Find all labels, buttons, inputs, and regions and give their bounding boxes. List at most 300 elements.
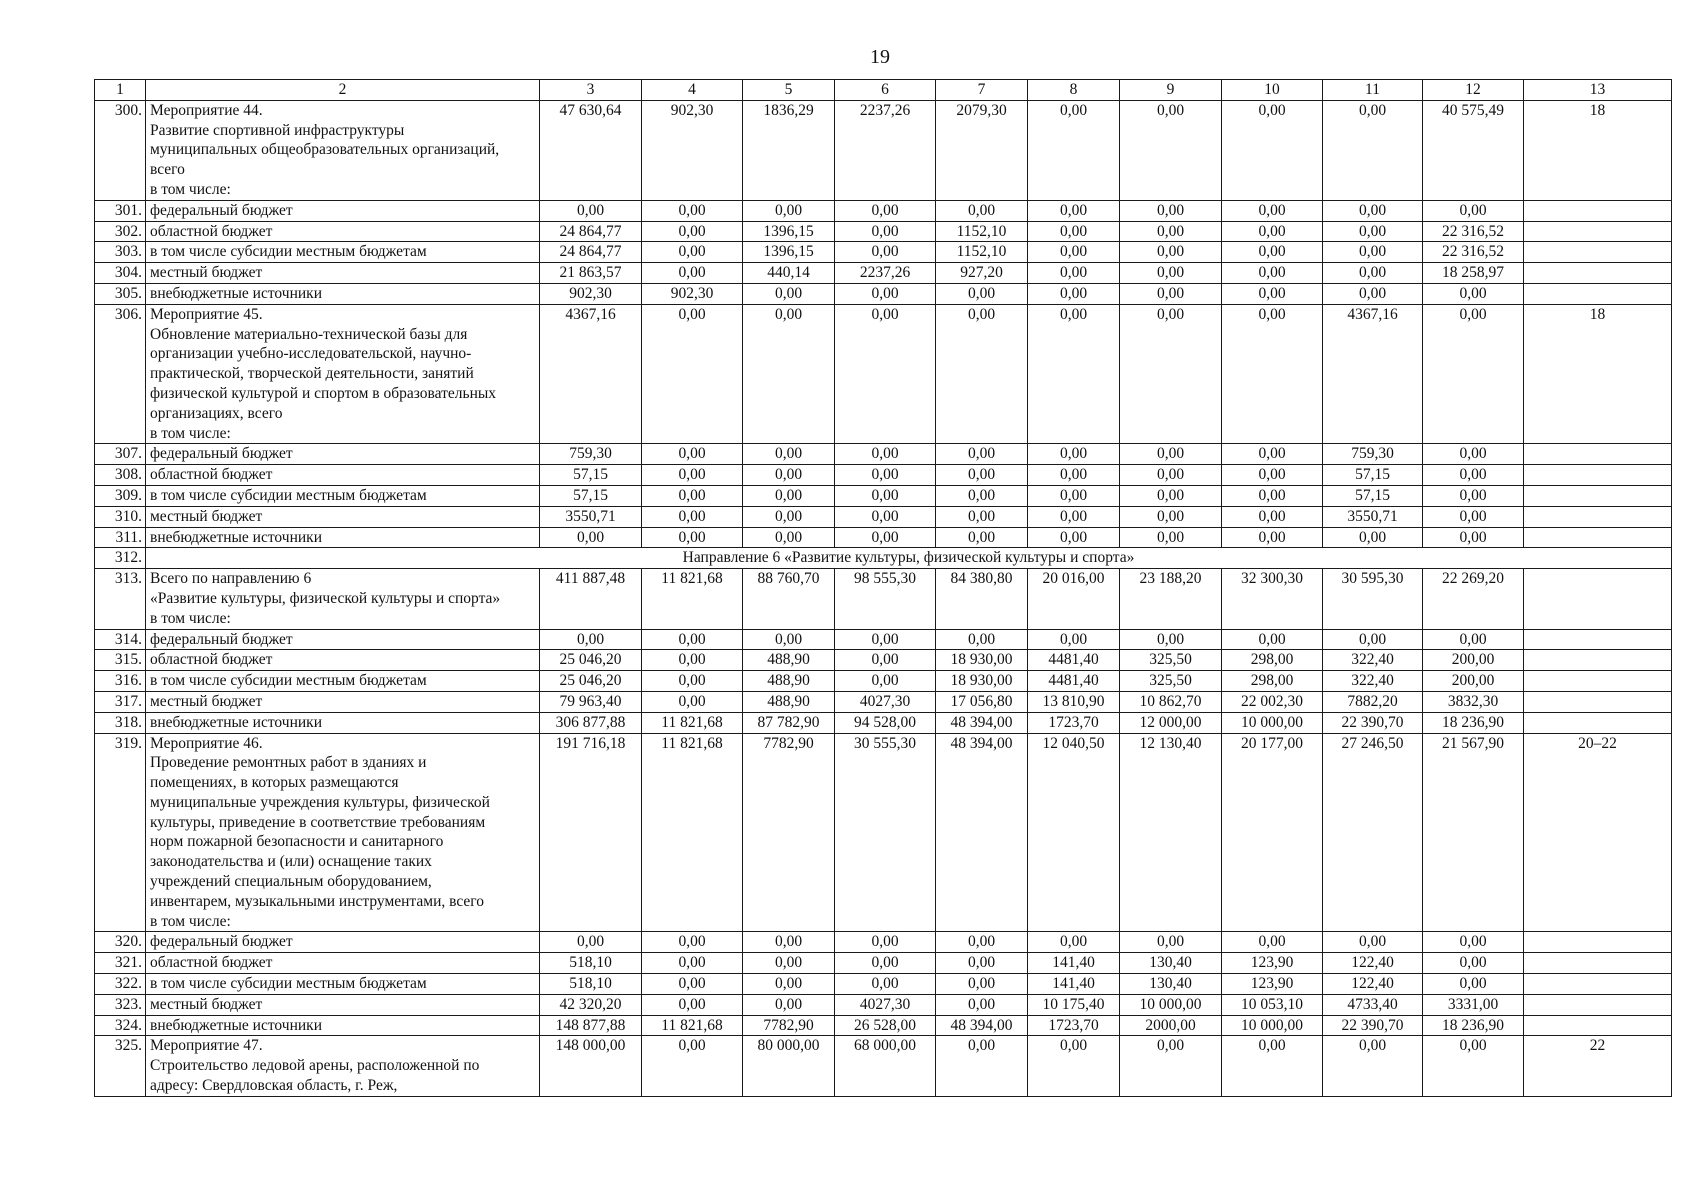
column-header: 6: [835, 80, 936, 101]
value-cell: 0,00: [1028, 932, 1120, 953]
value-cell: 0,00: [835, 650, 936, 671]
value-cell: 759,30: [540, 444, 642, 465]
row-name: областной бюджет: [146, 953, 540, 974]
value-cell: 22 316,52: [1423, 221, 1524, 242]
value-cell: 48 394,00: [936, 1015, 1028, 1036]
value-cell: 0,00: [835, 242, 936, 263]
table-row: [95, 569, 1672, 629]
row-name: в том числе субсидии местным бюджетам: [146, 485, 540, 506]
value-cell: 0,00: [642, 650, 743, 671]
value-cell: 325,50: [1120, 671, 1222, 692]
value-cell: 488,90: [743, 650, 835, 671]
value-cell: 12 000,00: [1120, 712, 1222, 733]
row-number: 312.: [95, 548, 146, 569]
value-cell: 12 040,50: [1028, 733, 1120, 932]
target-indicator-cell: [1524, 994, 1672, 1015]
value-cell: 0,00: [743, 932, 835, 953]
value-cell: 42 320,20: [540, 994, 642, 1015]
value-cell: 13 810,90: [1028, 691, 1120, 712]
value-cell: 123,90: [1222, 974, 1323, 995]
value-cell: 0,00: [1222, 263, 1323, 284]
value-cell: 3331,00: [1423, 994, 1524, 1015]
row-number: 311.: [95, 527, 146, 548]
row-number: 313.: [95, 569, 146, 629]
target-indicator-cell: 22: [1524, 1036, 1672, 1096]
value-cell: 40 575,49: [1423, 100, 1524, 200]
row-number: 300.: [95, 100, 146, 200]
value-cell: 0,00: [1028, 1036, 1120, 1096]
value-cell: 0,00: [936, 444, 1028, 465]
value-cell: 22 002,30: [1222, 691, 1323, 712]
value-cell: 18 236,90: [1423, 1015, 1524, 1036]
value-cell: 0,00: [642, 527, 743, 548]
row-name: федеральный бюджет: [146, 200, 540, 221]
table-row: [95, 283, 1672, 304]
value-cell: 4367,16: [1323, 304, 1423, 444]
value-cell: 7882,20: [1323, 691, 1423, 712]
value-cell: 22 269,20: [1423, 569, 1524, 629]
value-cell: 1152,10: [936, 221, 1028, 242]
row-name: в том числе субсидии местным бюджетам: [146, 974, 540, 995]
row-number: 302.: [95, 221, 146, 242]
row-number: 324.: [95, 1015, 146, 1036]
value-cell: 79 963,40: [540, 691, 642, 712]
row-number: 319.: [95, 733, 146, 932]
value-cell: 0,00: [1423, 283, 1524, 304]
value-cell: 0,00: [743, 953, 835, 974]
target-indicator-cell: [1524, 527, 1672, 548]
value-cell: 0,00: [835, 221, 936, 242]
value-cell: 0,00: [642, 242, 743, 263]
table-row: [95, 527, 1672, 548]
target-indicator-cell: [1524, 444, 1672, 465]
value-cell: 80 000,00: [743, 1036, 835, 1096]
value-cell: 0,00: [936, 974, 1028, 995]
value-cell: 0,00: [1323, 932, 1423, 953]
value-cell: 11 821,68: [642, 733, 743, 932]
value-cell: 0,00: [1222, 100, 1323, 200]
value-cell: 0,00: [1120, 465, 1222, 486]
value-cell: 0,00: [1028, 242, 1120, 263]
value-cell: 88 760,70: [743, 569, 835, 629]
value-cell: 0,00: [743, 283, 835, 304]
value-cell: 0,00: [835, 304, 936, 444]
row-number: 322.: [95, 974, 146, 995]
row-name: Мероприятие 44. Развитие спортивной инфраструктуры муниципальных общеобразовательных организаций, всего в том числе:: [146, 100, 540, 200]
value-cell: 10 000,00: [1222, 712, 1323, 733]
value-cell: 2000,00: [1120, 1015, 1222, 1036]
value-cell: 148 877,88: [540, 1015, 642, 1036]
value-cell: 0,00: [642, 506, 743, 527]
value-cell: 322,40: [1323, 650, 1423, 671]
row-name: федеральный бюджет: [146, 629, 540, 650]
target-indicator-cell: [1524, 712, 1672, 733]
row-name: местный бюджет: [146, 994, 540, 1015]
value-cell: 0,00: [835, 953, 936, 974]
value-cell: 0,00: [1120, 527, 1222, 548]
value-cell: 0,00: [642, 485, 743, 506]
target-indicator-cell: [1524, 671, 1672, 692]
value-cell: 0,00: [1120, 304, 1222, 444]
value-cell: 30 555,30: [835, 733, 936, 932]
table-row: [95, 242, 1672, 263]
value-cell: 1396,15: [743, 242, 835, 263]
column-header: 12: [1423, 80, 1524, 101]
value-cell: 927,20: [936, 263, 1028, 284]
value-cell: 0,00: [936, 1036, 1028, 1096]
table-row: [95, 650, 1672, 671]
value-cell: 0,00: [936, 283, 1028, 304]
value-cell: 0,00: [1222, 527, 1323, 548]
target-indicator-cell: 18: [1524, 100, 1672, 200]
value-cell: 22 390,70: [1323, 1015, 1423, 1036]
value-cell: 0,00: [1120, 444, 1222, 465]
value-cell: 17 056,80: [936, 691, 1028, 712]
value-cell: 122,40: [1323, 974, 1423, 995]
column-header: 8: [1028, 80, 1120, 101]
value-cell: 0,00: [1222, 283, 1323, 304]
value-cell: 0,00: [1423, 200, 1524, 221]
value-cell: 4027,30: [835, 691, 936, 712]
value-cell: 0,00: [1222, 221, 1323, 242]
value-cell: 0,00: [1423, 506, 1524, 527]
value-cell: 0,00: [835, 200, 936, 221]
value-cell: 7782,90: [743, 733, 835, 932]
value-cell: 32 300,30: [1222, 569, 1323, 629]
value-cell: 18 258,97: [1423, 263, 1524, 284]
table-row: [95, 671, 1672, 692]
value-cell: 27 246,50: [1323, 733, 1423, 932]
value-cell: 0,00: [835, 527, 936, 548]
value-cell: 22 316,52: [1423, 242, 1524, 263]
row-number: 323.: [95, 994, 146, 1015]
row-number: 304.: [95, 263, 146, 284]
value-cell: 0,00: [1323, 221, 1423, 242]
value-cell: 0,00: [642, 691, 743, 712]
column-header: 13: [1524, 80, 1672, 101]
value-cell: 0,00: [743, 974, 835, 995]
value-cell: 3550,71: [1323, 506, 1423, 527]
value-cell: 0,00: [1028, 200, 1120, 221]
table-row: [95, 548, 1672, 569]
value-cell: 30 595,30: [1323, 569, 1423, 629]
value-cell: 0,00: [1028, 444, 1120, 465]
row-name: областной бюджет: [146, 465, 540, 486]
row-number: 303.: [95, 242, 146, 263]
value-cell: 0,00: [1120, 100, 1222, 200]
row-name: местный бюджет: [146, 691, 540, 712]
row-number: 325.: [95, 1036, 146, 1096]
value-cell: 3550,71: [540, 506, 642, 527]
value-cell: 23 188,20: [1120, 569, 1222, 629]
value-cell: 306 877,88: [540, 712, 642, 733]
value-cell: 0,00: [1423, 304, 1524, 444]
table-row: [95, 629, 1672, 650]
row-name: Мероприятие 47. Строительство ледовой арены, расположенной по адресу: Свердловская область, г. Реж,: [146, 1036, 540, 1096]
value-cell: 0,00: [540, 932, 642, 953]
value-cell: 0,00: [642, 932, 743, 953]
value-cell: 4733,40: [1323, 994, 1423, 1015]
value-cell: 48 394,00: [936, 733, 1028, 932]
value-cell: 1152,10: [936, 242, 1028, 263]
value-cell: 0,00: [1323, 263, 1423, 284]
value-cell: 0,00: [1028, 100, 1120, 200]
value-cell: 10 053,10: [1222, 994, 1323, 1015]
value-cell: 0,00: [540, 527, 642, 548]
value-cell: 488,90: [743, 671, 835, 692]
value-cell: 0,00: [1028, 283, 1120, 304]
value-cell: 24 864,77: [540, 221, 642, 242]
value-cell: 0,00: [835, 671, 936, 692]
value-cell: 0,00: [1222, 485, 1323, 506]
value-cell: 0,00: [743, 485, 835, 506]
target-indicator-cell: [1524, 691, 1672, 712]
value-cell: 130,40: [1120, 974, 1222, 995]
value-cell: 200,00: [1423, 650, 1524, 671]
value-cell: 191 716,18: [540, 733, 642, 932]
value-cell: 68 000,00: [835, 1036, 936, 1096]
table-row: [95, 465, 1672, 486]
value-cell: 18 930,00: [936, 671, 1028, 692]
value-cell: 322,40: [1323, 671, 1423, 692]
column-header: 4: [642, 80, 743, 101]
value-cell: 10 000,00: [1120, 994, 1222, 1015]
target-indicator-cell: [1524, 974, 1672, 995]
value-cell: 0,00: [835, 485, 936, 506]
value-cell: 130,40: [1120, 953, 1222, 974]
value-cell: 0,00: [1222, 304, 1323, 444]
table-row: [95, 304, 1672, 444]
value-cell: 20 177,00: [1222, 733, 1323, 932]
value-cell: 440,14: [743, 263, 835, 284]
value-cell: 0,00: [540, 200, 642, 221]
value-cell: 0,00: [1028, 304, 1120, 444]
value-cell: 98 555,30: [835, 569, 936, 629]
value-cell: 0,00: [1423, 932, 1524, 953]
value-cell: 0,00: [743, 527, 835, 548]
row-number: 315.: [95, 650, 146, 671]
value-cell: 7782,90: [743, 1015, 835, 1036]
value-cell: 0,00: [642, 994, 743, 1015]
value-cell: 11 821,68: [642, 569, 743, 629]
value-cell: 3832,30: [1423, 691, 1524, 712]
value-cell: 57,15: [1323, 485, 1423, 506]
page-number: 19: [870, 46, 890, 68]
value-cell: 0,00: [1120, 221, 1222, 242]
value-cell: 0,00: [835, 465, 936, 486]
value-cell: 0,00: [1120, 932, 1222, 953]
value-cell: 0,00: [936, 304, 1028, 444]
column-header: 11: [1323, 80, 1423, 101]
target-indicator-cell: [1524, 283, 1672, 304]
row-name: Всего по направлению 6 «Развитие культуры, физической культуры и спорта» в том числе:: [146, 569, 540, 629]
value-cell: 0,00: [1120, 506, 1222, 527]
value-cell: 0,00: [1028, 527, 1120, 548]
value-cell: 0,00: [1120, 485, 1222, 506]
value-cell: 0,00: [1222, 506, 1323, 527]
value-cell: 0,00: [1028, 485, 1120, 506]
section-heading: Направление 6 «Развитие культуры, физической культуры и спорта»: [146, 548, 1672, 569]
column-header: 2: [146, 80, 540, 101]
row-name: Мероприятие 45. Обновление материально-технической базы для организации учебно-исследовательской, научно- практической, творческой деятельности, занятий физической культурой и спортом в образовательных организациях, всего в том числе:: [146, 304, 540, 444]
value-cell: 0,00: [936, 465, 1028, 486]
value-cell: 0,00: [1423, 974, 1524, 995]
value-cell: 0,00: [1323, 1036, 1423, 1096]
value-cell: 0,00: [936, 629, 1028, 650]
row-number: 308.: [95, 465, 146, 486]
table-row: [95, 506, 1672, 527]
row-name: областной бюджет: [146, 650, 540, 671]
value-cell: 26 528,00: [835, 1015, 936, 1036]
value-cell: 0,00: [642, 1036, 743, 1096]
value-cell: 0,00: [1028, 465, 1120, 486]
value-cell: 325,50: [1120, 650, 1222, 671]
value-cell: 10 000,00: [1222, 1015, 1323, 1036]
value-cell: 4027,30: [835, 994, 936, 1015]
value-cell: 1836,29: [743, 100, 835, 200]
value-cell: 0,00: [1222, 629, 1323, 650]
value-cell: 0,00: [743, 506, 835, 527]
value-cell: 0,00: [743, 304, 835, 444]
table-row: [95, 444, 1672, 465]
value-cell: 10 862,70: [1120, 691, 1222, 712]
value-cell: 0,00: [1028, 506, 1120, 527]
value-cell: 0,00: [1120, 200, 1222, 221]
value-cell: 0,00: [642, 221, 743, 242]
value-cell: 0,00: [1423, 485, 1524, 506]
value-cell: 21 567,90: [1423, 733, 1524, 932]
value-cell: 0,00: [642, 444, 743, 465]
value-cell: 84 380,80: [936, 569, 1028, 629]
value-cell: 902,30: [642, 283, 743, 304]
value-cell: 0,00: [1323, 100, 1423, 200]
value-cell: 0,00: [540, 629, 642, 650]
value-cell: 902,30: [540, 283, 642, 304]
value-cell: 0,00: [1222, 1036, 1323, 1096]
value-cell: 123,90: [1222, 953, 1323, 974]
value-cell: 0,00: [1028, 263, 1120, 284]
column-header: 5: [743, 80, 835, 101]
row-number: 314.: [95, 629, 146, 650]
value-cell: 0,00: [1323, 527, 1423, 548]
value-cell: 0,00: [1323, 283, 1423, 304]
target-indicator-cell: [1524, 953, 1672, 974]
value-cell: 0,00: [1120, 1036, 1222, 1096]
table-row: [95, 100, 1672, 200]
value-cell: 0,00: [1120, 629, 1222, 650]
row-number: 305.: [95, 283, 146, 304]
value-cell: 25 046,20: [540, 671, 642, 692]
value-cell: 141,40: [1028, 974, 1120, 995]
value-cell: 2237,26: [835, 100, 936, 200]
row-name: в том числе субсидии местным бюджетам: [146, 671, 540, 692]
value-cell: 122,40: [1323, 953, 1423, 974]
value-cell: 0,00: [1323, 242, 1423, 263]
value-cell: 0,00: [743, 629, 835, 650]
row-number: 317.: [95, 691, 146, 712]
value-cell: 518,10: [540, 953, 642, 974]
value-cell: 18 236,90: [1423, 712, 1524, 733]
value-cell: 0,00: [835, 932, 936, 953]
target-indicator-cell: [1524, 650, 1672, 671]
target-indicator-cell: [1524, 221, 1672, 242]
value-cell: 12 130,40: [1120, 733, 1222, 932]
value-cell: 141,40: [1028, 953, 1120, 974]
value-cell: 0,00: [1222, 444, 1323, 465]
target-indicator-cell: [1524, 629, 1672, 650]
table-body: [95, 100, 1672, 1096]
target-indicator-cell: [1524, 242, 1672, 263]
value-cell: 2079,30: [936, 100, 1028, 200]
value-cell: 0,00: [835, 444, 936, 465]
target-indicator-cell: [1524, 1015, 1672, 1036]
value-cell: 10 175,40: [1028, 994, 1120, 1015]
value-cell: 4367,16: [540, 304, 642, 444]
value-cell: 24 864,77: [540, 242, 642, 263]
value-cell: 1723,70: [1028, 712, 1120, 733]
value-cell: 11 821,68: [642, 712, 743, 733]
value-cell: 48 394,00: [936, 712, 1028, 733]
value-cell: 0,00: [743, 994, 835, 1015]
value-cell: 0,00: [835, 974, 936, 995]
row-name: местный бюджет: [146, 263, 540, 284]
value-cell: 0,00: [835, 506, 936, 527]
value-cell: 0,00: [642, 953, 743, 974]
row-name: внебюджетные источники: [146, 283, 540, 304]
value-cell: 0,00: [642, 304, 743, 444]
table-row: [95, 691, 1672, 712]
row-number: 321.: [95, 953, 146, 974]
value-cell: 1723,70: [1028, 1015, 1120, 1036]
value-cell: 148 000,00: [540, 1036, 642, 1096]
value-cell: 0,00: [1028, 221, 1120, 242]
value-cell: 47 630,64: [540, 100, 642, 200]
value-cell: 0,00: [1222, 242, 1323, 263]
table-row: [95, 485, 1672, 506]
value-cell: 22 390,70: [1323, 712, 1423, 733]
value-cell: 57,15: [540, 485, 642, 506]
table-row: [95, 994, 1672, 1015]
value-cell: 411 887,48: [540, 569, 642, 629]
value-cell: 0,00: [1028, 629, 1120, 650]
column-header: 3: [540, 80, 642, 101]
value-cell: 4481,40: [1028, 650, 1120, 671]
value-cell: 0,00: [1423, 465, 1524, 486]
value-cell: 0,00: [936, 953, 1028, 974]
value-cell: 0,00: [1222, 200, 1323, 221]
value-cell: 0,00: [1323, 200, 1423, 221]
target-indicator-cell: 20–22: [1524, 733, 1672, 932]
column-header: 9: [1120, 80, 1222, 101]
row-name: внебюджетные источники: [146, 527, 540, 548]
value-cell: 0,00: [642, 974, 743, 995]
value-cell: 298,00: [1222, 671, 1323, 692]
value-cell: 0,00: [642, 200, 743, 221]
row-number: 309.: [95, 485, 146, 506]
value-cell: 0,00: [1423, 527, 1524, 548]
target-indicator-cell: [1524, 506, 1672, 527]
table-row: [95, 1015, 1672, 1036]
target-indicator-cell: [1524, 465, 1672, 486]
value-cell: 0,00: [642, 263, 743, 284]
value-cell: 0,00: [743, 444, 835, 465]
value-cell: 0,00: [1120, 242, 1222, 263]
value-cell: 0,00: [936, 932, 1028, 953]
value-cell: 518,10: [540, 974, 642, 995]
value-cell: 0,00: [936, 485, 1028, 506]
value-cell: 0,00: [936, 506, 1028, 527]
table-row: [95, 200, 1672, 221]
